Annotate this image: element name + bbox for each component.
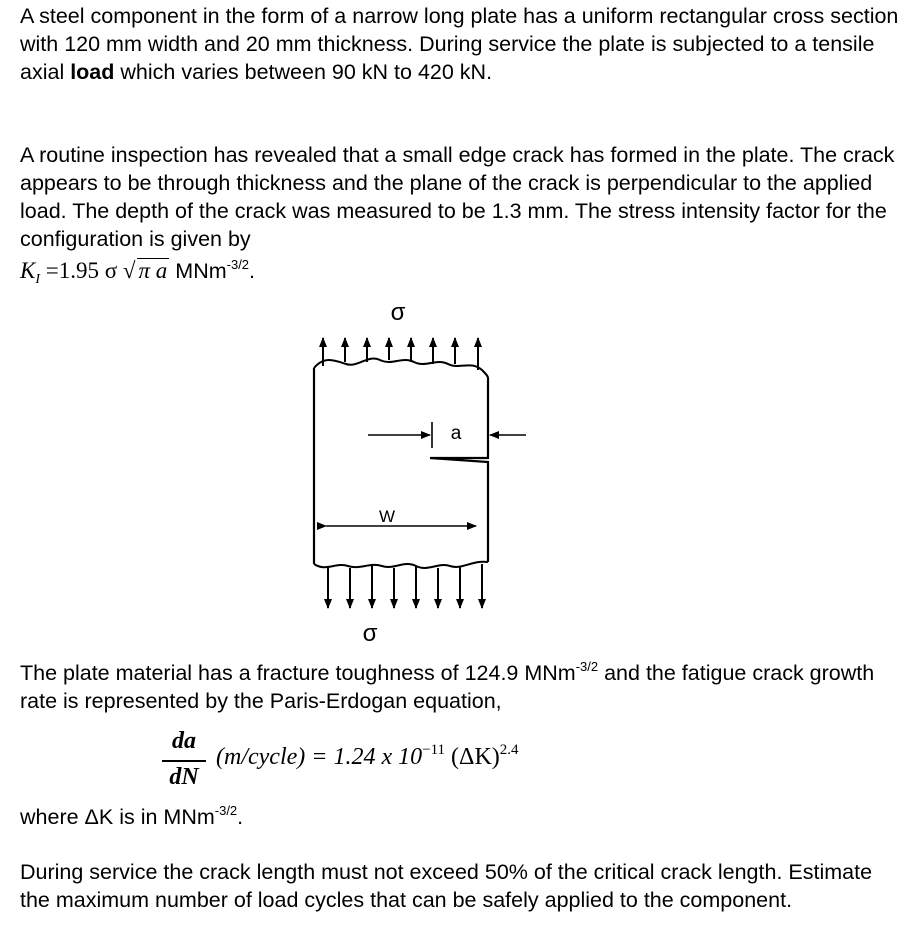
edge-crack-plate-diagram bbox=[290, 296, 540, 646]
problem-paragraph-5: During service the crack length must not exceed 50% of the critical crack length. Estimate the maximum number of load cycles that can be safely applied to the component. bbox=[20, 860, 873, 912]
equation-rhs-text-2: (ΔK) bbox=[445, 744, 500, 770]
fraction-denominator: dN bbox=[169, 764, 199, 790]
plate-outline bbox=[314, 368, 488, 564]
width-label: W bbox=[378, 507, 396, 526]
para3-text-b: and the fatigue crack growth rate is represented by the Paris-Erdogan equation, bbox=[20, 661, 875, 713]
k-subscript: I bbox=[35, 272, 41, 287]
problem-paragraph-4 bbox=[20, 803, 243, 831]
para1-bold-load: load bbox=[70, 60, 115, 84]
sqrt-content: π a bbox=[138, 258, 168, 283]
para3-exponent: -3/2 bbox=[575, 659, 599, 674]
plate-top-wavy-edge bbox=[314, 358, 488, 378]
problem-paragraph-1 bbox=[20, 2, 900, 86]
fraction-bar bbox=[162, 760, 206, 762]
k-unit: MNm bbox=[175, 259, 227, 283]
sqrt-sign: √ bbox=[122, 258, 136, 283]
problem-paragraph-2: A routine inspection has revealed that a small edge crack has formed in the plate. The crack appears to be through thickness and the plane of the crack is perpendicular to the applied load. The depth of the crack was measured to be 1.3 mm. The stress intensity factor for the configuration is given by bbox=[20, 143, 895, 251]
para4-text: where ΔK is in MNm bbox=[20, 805, 215, 829]
equation-rhs-text: (m/cycle) = 1.24 x 10 bbox=[216, 744, 423, 770]
k-formula bbox=[20, 258, 169, 287]
bottom-load-arrows bbox=[328, 564, 482, 608]
sigma-top-label: σ bbox=[390, 299, 406, 326]
crack-depth-label: a bbox=[450, 423, 462, 444]
plate-bottom-wavy-edge bbox=[314, 562, 488, 568]
problem-paragraph-3 bbox=[20, 659, 900, 715]
crack-depth-dimension bbox=[368, 422, 526, 448]
k-rhs: =1.95 σ bbox=[40, 258, 123, 283]
para4-exponent: -3/2 bbox=[214, 803, 238, 818]
k-unit-end: . bbox=[249, 259, 256, 283]
k-unit-exponent: -3/2 bbox=[226, 257, 250, 272]
para1-text-b: which varies between 90 kN to 420 kN. bbox=[114, 60, 493, 84]
stress-intensity-formula bbox=[20, 256, 255, 295]
equation-rhs bbox=[216, 744, 519, 771]
equation-exponent-1: −11 bbox=[422, 742, 446, 758]
para3-text-a: The plate material has a fracture toughness of 124.9 MNm bbox=[20, 661, 576, 685]
para1-text-a: A steel component in the form of a narrow long plate has a uniform rectangular cross section with 120 mm width and 20 mm thickness. During service the plate is subjected to a tensile axial bbox=[20, 4, 899, 84]
sigma-bottom-label: σ bbox=[362, 620, 378, 646]
k-symbol: K bbox=[20, 258, 36, 283]
para4-end: . bbox=[237, 805, 244, 829]
fraction-numerator: da bbox=[172, 728, 196, 754]
equation-exponent-2: 2.4 bbox=[499, 742, 519, 758]
